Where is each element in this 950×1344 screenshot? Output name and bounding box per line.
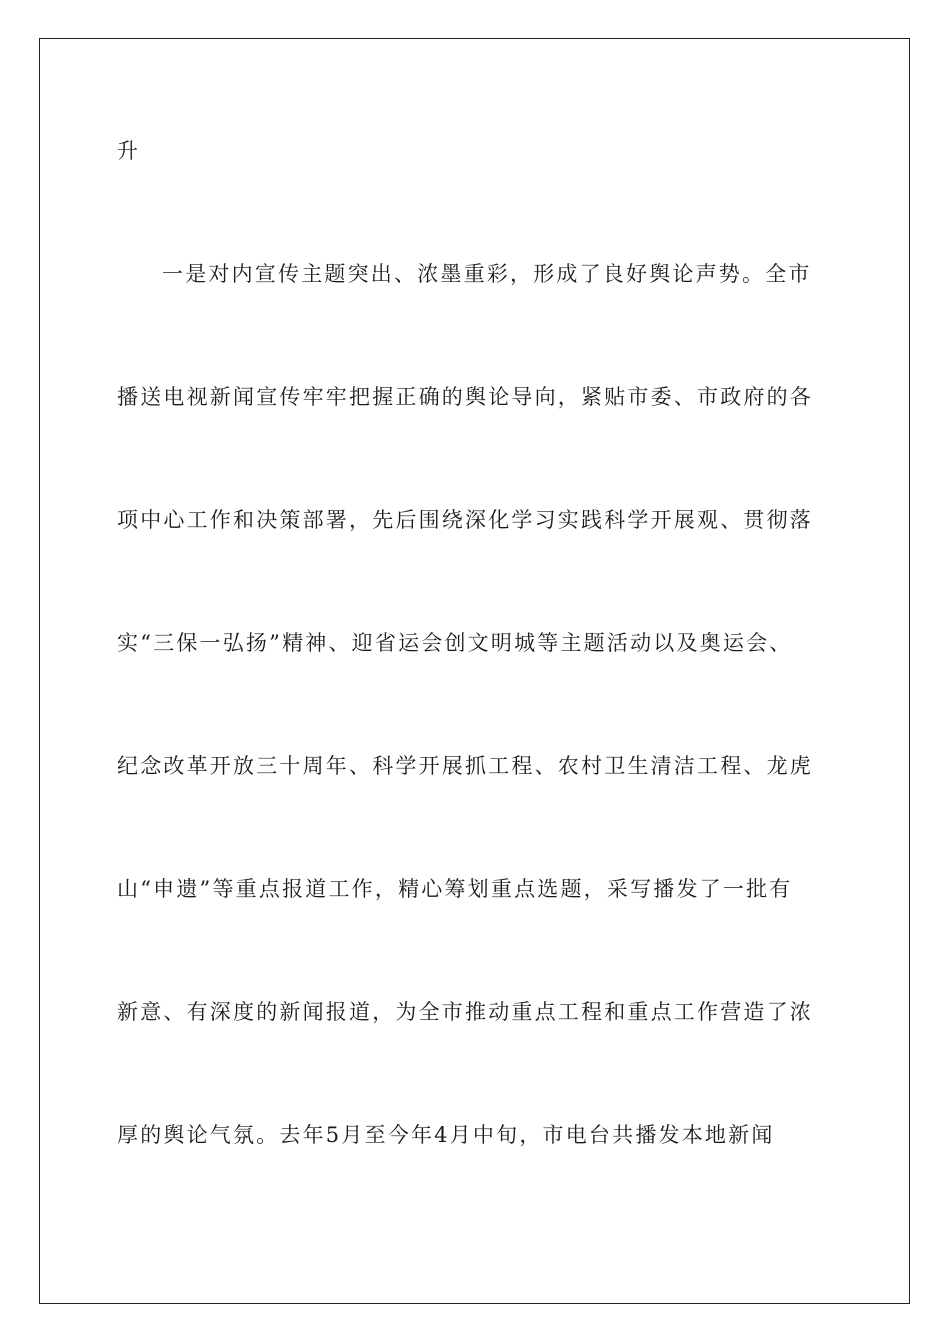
- text-line-8: 新意、有深度的新闻报道，为全市推动重点工程和重点工作营造了浓: [117, 1000, 813, 1024]
- text-line-3: 播送电视新闻宣传牢牢把握正确的舆论导向，紧贴市委、市政府的各: [117, 385, 813, 409]
- text-line-9: 厚的舆论气氛。去年5月至今年4月中旬，市电台共播发本地新闻: [117, 1123, 775, 1147]
- page-border: [39, 38, 910, 1304]
- text-line-5: 实“三保一弘扬”精神、迎省运会创文明城等主题活动以及奥运会、: [117, 631, 793, 655]
- text-line-7: 山“申遗”等重点报道工作，精心筹划重点选题，采写播发了一批有: [117, 877, 793, 901]
- text-line-2: 一是对内宣传主题突出、浓墨重彩，形成了良好舆论声势。全市: [162, 262, 812, 286]
- text-line-1: 升: [117, 139, 141, 163]
- text-line-6: 纪念改革开放三十周年、科学开展抓工程、农村卫生清洁工程、龙虎: [117, 754, 813, 778]
- text-line-4: 项中心工作和决策部署，先后围绕深化学习实践科学开展观、贯彻落: [117, 508, 813, 532]
